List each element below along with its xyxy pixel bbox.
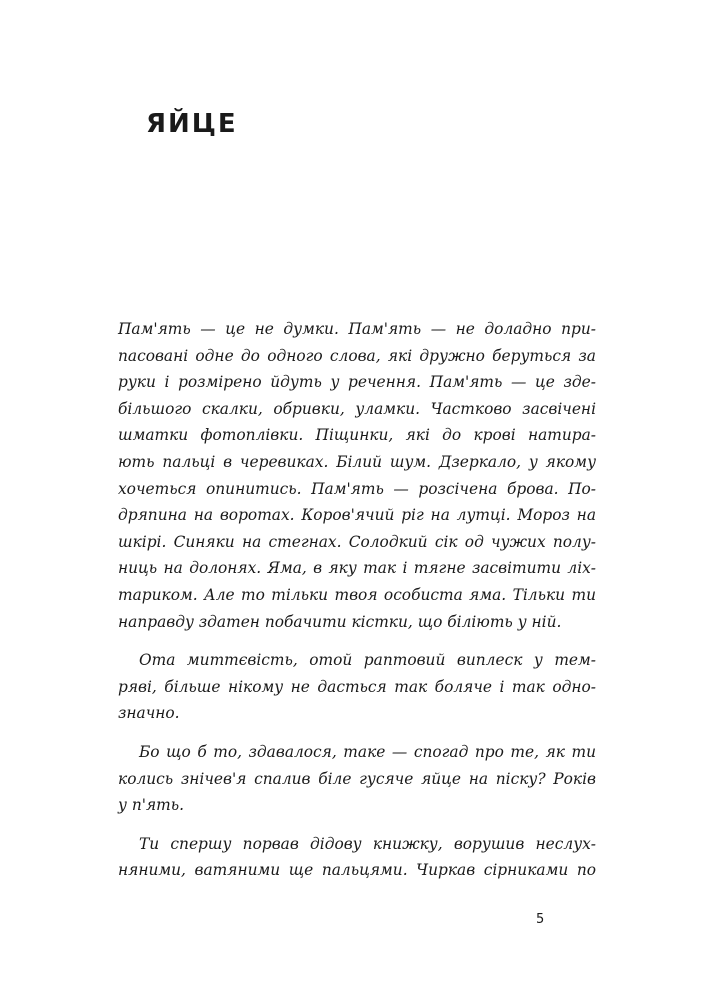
text-line: направду здатен побачити кістки, що біліють у ній. (118, 612, 562, 631)
paragraph-3 (118, 739, 596, 819)
text-line: значно. (118, 704, 180, 723)
text-line: ряві, більше нікому не дасться так боляче і так одно- (118, 677, 596, 696)
paragraph-4 (118, 831, 596, 884)
chapter-title: ЯЙЦЕ (146, 109, 238, 139)
text-line: няними, ватяними ще пальцями. Чиркав сірниками по (118, 861, 596, 880)
text-line: шматки фотоплівки. Піщинки, які до крові натира- (118, 426, 596, 445)
text-line: тариком. Але то тільки твоя особиста яма. Тільки ти (118, 585, 596, 604)
body-text (118, 316, 596, 884)
text-line: руки і розмірено йдуть у речення. Пам'ять — це зде- (118, 373, 596, 392)
text-line: хочеться опинитись. Пам'ять — розсічена брова. По- (118, 479, 596, 498)
text-line: більшого скалки, обривки, уламки. Частково засвічені (118, 399, 596, 418)
text-line: Бо що б то, здавалося, таке — спогад про те, як ти (139, 742, 596, 761)
page-number: 5 (536, 912, 545, 927)
paragraph-1 (118, 316, 596, 635)
text-line: ють пальці в черевиках. Білий шум. Дзеркало, у якому (118, 452, 596, 471)
text-line: ниць на долонях. Яма, в яку так і тягне засвітити ліх- (118, 559, 596, 578)
paragraph-2 (118, 647, 596, 727)
text-line: дряпина на воротах. Коров'ячий ріг на лутці. Мороз на (118, 506, 596, 525)
text-line: Пам'ять — це не думки. Пам'ять — не доладно при- (118, 320, 596, 338)
text-line: Ти спершу порвав дідову книжку, ворушив неслух- (139, 834, 596, 853)
text-line: колись знічев'я спалив біле гусяче яйце на піску? Років (118, 769, 596, 788)
text-line: Ота миттєвість, отой раптовий виплеск у тем- (139, 651, 596, 670)
text-line: у п'ять. (118, 796, 185, 815)
text-line: пасовані одне до одного слова, які дружно беруться за (118, 346, 596, 365)
text-line: шкірі. Синяки на стегнах. Солодкий сік од чужих полу- (118, 532, 596, 551)
